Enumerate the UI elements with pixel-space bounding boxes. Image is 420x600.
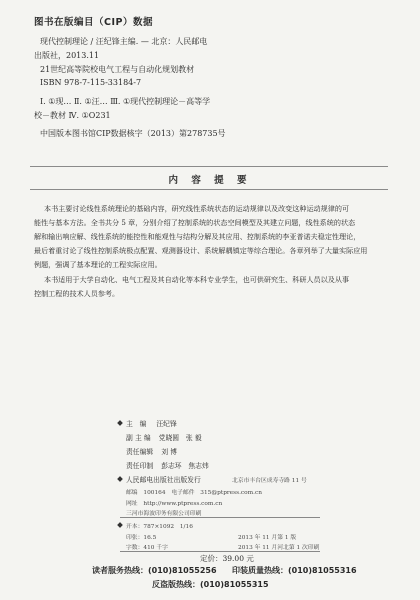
reader-hotline: 读者服务热线：(010)81055256	[92, 566, 217, 575]
cip-title: 图书在版编目（CIP）数据	[34, 17, 153, 28]
price: 定价：39.00 元	[200, 554, 254, 563]
summary-line: 本书适用于大学自动化、电气工程及其自动化等本科专业学生，也可供研究生、科研人员以及从事	[44, 275, 350, 284]
summary-line: 控制工程的技术人员参考。	[34, 289, 120, 298]
bullet-icon	[117, 476, 123, 482]
credit-editor: 主 编 汪纪锋	[118, 418, 177, 428]
summary-line: 解和输出响应解、线性系统的能控性和能观性与结构分解及其应用、控制系统的李亚普诺夫稳定性理论，	[34, 232, 361, 241]
words: 字数：410 千字	[126, 545, 168, 551]
bullet-icon	[117, 522, 123, 528]
format: 开本：787×1092 1/16	[118, 521, 193, 530]
credit-print: 责任印制 彭志环 焦志炜	[126, 462, 209, 470]
bullet-icon	[117, 420, 123, 426]
summary-title: 内 容 提 要	[168, 175, 252, 186]
cip-line: 现代控制理论 / 汪纪锋主编. — 北京：人民邮电	[40, 37, 208, 46]
antipiracy-hotline: 反盗版热线：(010)81055315	[152, 580, 269, 589]
cip-line: 出版社，2013.11	[34, 51, 100, 60]
cip-line: 校－教材 Ⅳ. ①O231	[34, 111, 111, 120]
cip-line: ISBN 978-7-115-33184-7	[40, 78, 142, 87]
divider	[120, 517, 320, 518]
summary-rule-bottom	[30, 189, 388, 190]
sheets: 印张：16.5	[126, 535, 157, 541]
cip-line: 21世纪高等院校电气工程与自动化规划教材	[40, 65, 195, 74]
quality-hotline: 印装质量热线：(010)81055316	[232, 566, 357, 575]
summary-line: 最后着重讨论了线性控制系统极点配置、观测器设计、系统解耦镇定等综合理论。各章列举了大量实际应用	[34, 246, 368, 255]
publisher-website: 网址 http://www.ptpress.com.cn	[126, 501, 223, 507]
credit-ed: 责任编辑 刘 博	[126, 448, 177, 456]
summary-line: 能性与基本方法。全书共分 5 章，分别介绍了控制系统的状态空间模型及其建立问题，线性系统的状态	[34, 218, 356, 227]
credit-deputy: 副 主 编 党晓圆 张 毅	[126, 434, 202, 442]
summary-line: 例题，强调了基本理论的工程实际应用。	[34, 260, 162, 269]
publisher: 人民邮电出版社出版发行	[118, 474, 201, 484]
printer: 三河市海波印务有限公司印刷	[126, 511, 202, 517]
cip-line: 中国版本图书馆CIP数据核字（2013）第278735号	[40, 129, 226, 138]
summary-line: 本书主要讨论线性系统理论的基础内容，研究线性系统状态的运动规律以及改变这种运动规律的可	[44, 204, 350, 213]
cip-line: Ⅰ. ①现… Ⅱ. ①汪… Ⅲ. ①现代控制理论－高等学	[40, 97, 211, 106]
publisher-postcode: 邮编 100164 电子邮件 315@ptpress.com.cn	[126, 490, 262, 496]
summary-rule-top	[30, 166, 388, 167]
divider	[120, 551, 320, 552]
printing: 2013 年 11 月河北第 1 次印刷	[238, 545, 320, 551]
publisher-address: 北京市丰台区成寿寺路 11 号	[232, 478, 307, 484]
edition: 2013 年 11 月第 1 版	[238, 535, 297, 541]
